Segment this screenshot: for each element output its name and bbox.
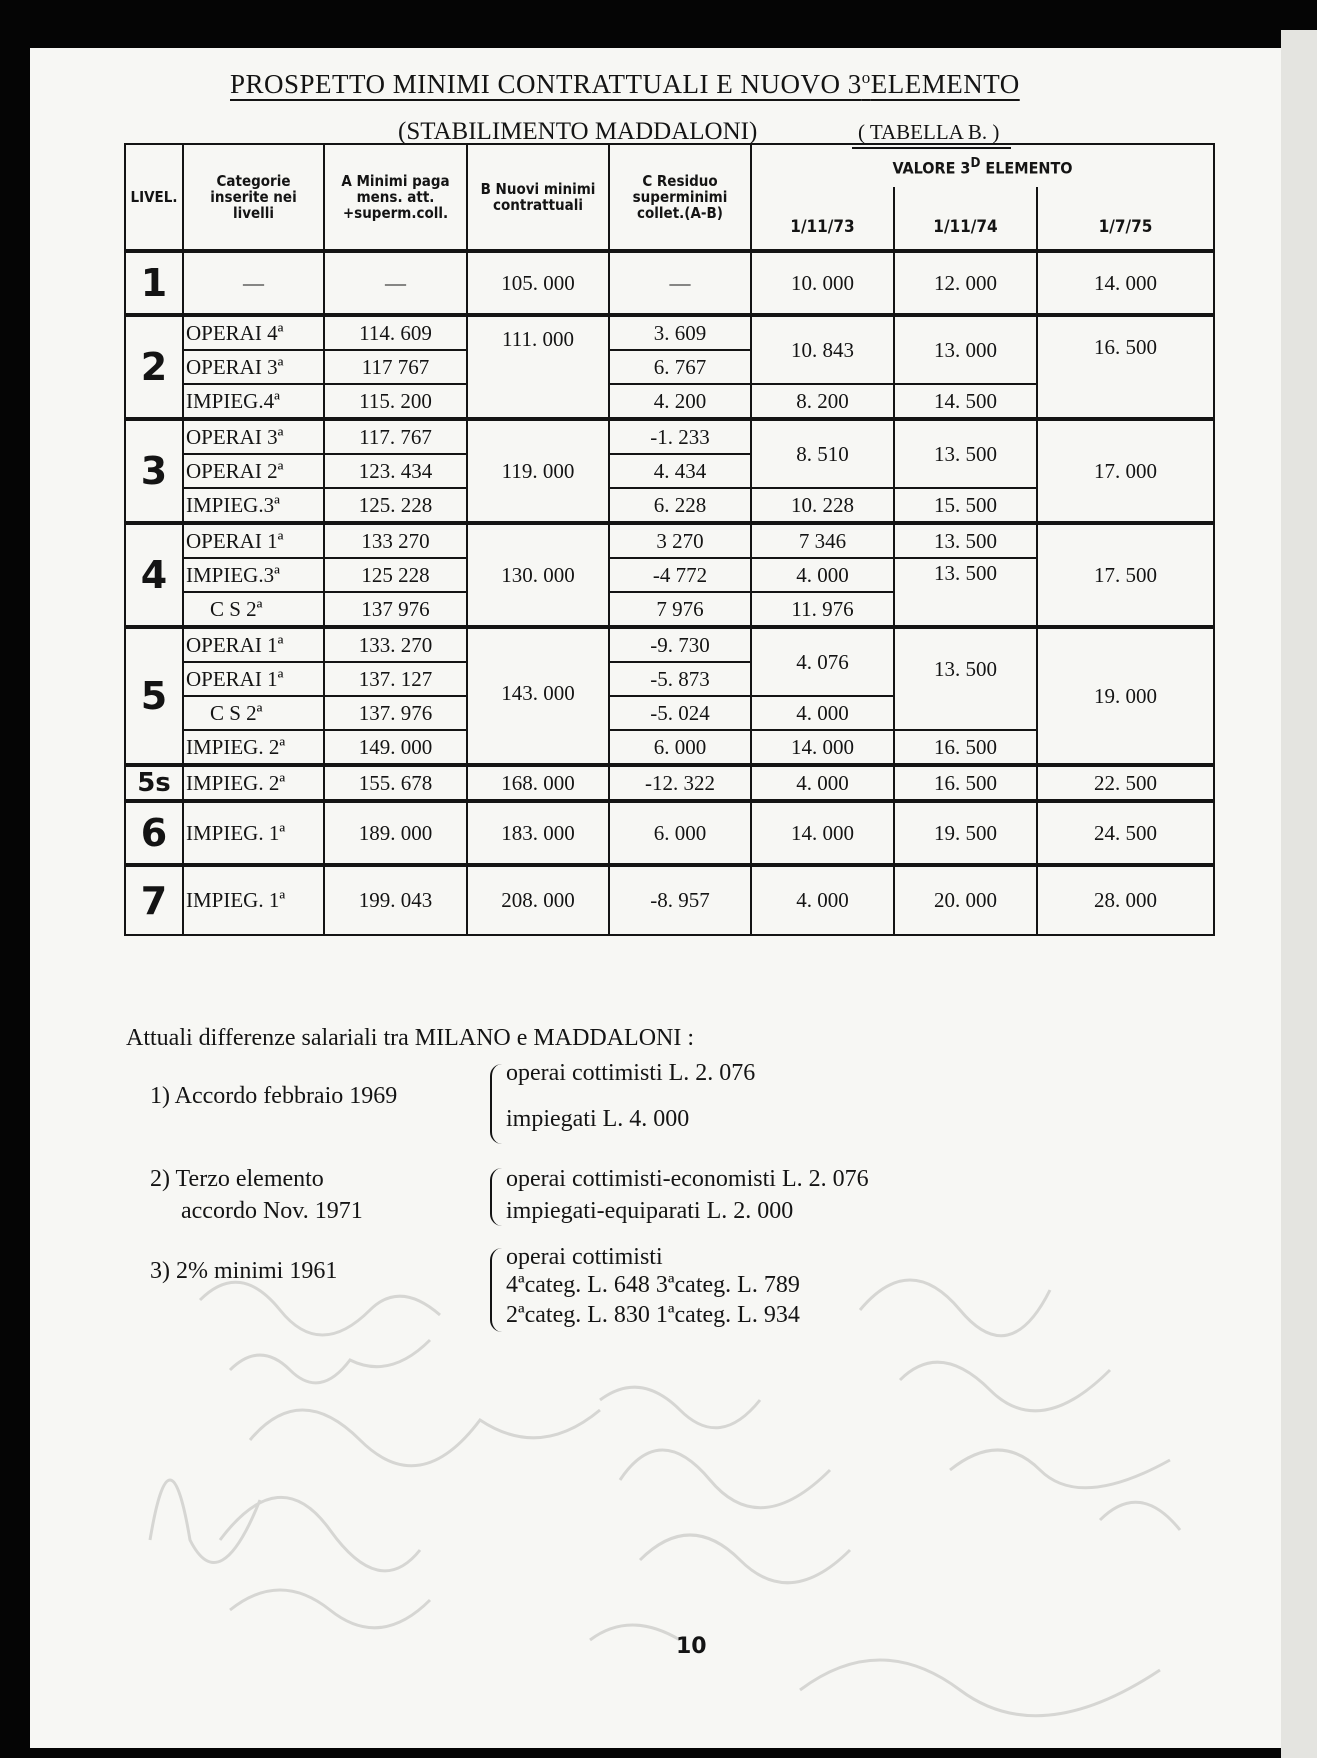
item-2-label: 2) Terzo elemento [150, 1166, 324, 1192]
item-3-header: operai cottimisti [506, 1244, 663, 1270]
a-cell: 114. 609 [324, 315, 467, 350]
category-cell: IMPIEG. 2ª [183, 730, 324, 765]
a-cell: 123. 434 [324, 454, 467, 488]
brace [490, 1168, 502, 1226]
header-categorie: Categorie inserite nei livelli [183, 144, 324, 251]
a-cell: 199. 043 [324, 865, 467, 935]
category-cell: OPERAI 2ª [183, 454, 324, 488]
v2-cell: 13. 500 [894, 523, 1037, 558]
a-cell: 115. 200 [324, 384, 467, 419]
v1-cell: 4. 000 [751, 558, 894, 592]
header-date-3: 1/7/75 [1037, 187, 1214, 251]
level-cell: 5s [125, 765, 183, 801]
header-valore: VALORE $3^D$ ELEMENTO [751, 144, 1214, 187]
v1-cell: 4. 000 [751, 865, 894, 935]
b-cell: 130. 000 [467, 523, 609, 627]
c-cell: 6. 000 [609, 801, 751, 865]
c-cell: -4 772 [609, 558, 751, 592]
header-a: A Minimi paga mens. att. +superm.coll. [324, 144, 467, 251]
header-date-2: 1/11/74 [894, 187, 1037, 251]
v3-cell: 24. 500 [1037, 801, 1214, 865]
v2-cell: 14. 500 [894, 384, 1037, 419]
v1-cell: 4. 000 [751, 765, 894, 801]
c-cell: 3 270 [609, 523, 751, 558]
level-cell: 2 [125, 315, 183, 419]
item-2-label-line2: accordo Nov. 1971 [181, 1198, 363, 1224]
b-cell: 105. 000 [467, 251, 609, 315]
a-cell: 137 976 [324, 592, 467, 627]
v2-cell: 16. 500 [894, 730, 1037, 765]
b-cell: 168. 000 [467, 765, 609, 801]
minimum-wage-table [124, 143, 1215, 936]
item-1-operai: operai cottimisti L. 2. 076 [506, 1060, 756, 1086]
item-1-label: 1) Accordo febbraio 1969 [150, 1083, 398, 1109]
item-3-label: 3) 2% minimi 1961 [150, 1258, 338, 1284]
category-cell: IMPIEG.3ª [183, 488, 324, 523]
item-2-operai: operai cottimisti-economisti L. 2. 076 [506, 1166, 869, 1192]
v3-cell: 16. 500 [1037, 315, 1214, 419]
v1-cell: 8. 510 [751, 419, 894, 488]
header-date-1: 1/11/73 [751, 187, 894, 251]
category-cell: IMPIEG. 1ª [183, 801, 324, 865]
level-cell: 6 [125, 801, 183, 865]
c-cell: — [609, 251, 751, 315]
category-cell: OPERAI 3ª [183, 350, 324, 384]
c-cell: 3. 609 [609, 315, 751, 350]
table-row [125, 523, 1214, 558]
a-cell: 125. 228 [324, 488, 467, 523]
c-cell: -1. 233 [609, 419, 751, 454]
c-cell: -12. 322 [609, 765, 751, 801]
c-cell: 6. 767 [609, 350, 751, 384]
b-cell: 208. 000 [467, 865, 609, 935]
v3-cell: 17. 500 [1037, 523, 1214, 627]
table-row [125, 419, 1214, 454]
v2-cell: 16. 500 [894, 765, 1037, 801]
a-cell: 137. 976 [324, 696, 467, 730]
a-cell: 125 228 [324, 558, 467, 592]
table-header-row [125, 144, 1214, 187]
category-cell: C S 2ª [183, 592, 324, 627]
v2-cell: 13. 500 [894, 419, 1037, 488]
c-cell: -9. 730 [609, 627, 751, 662]
level-cell: 3 [125, 419, 183, 523]
brace [490, 1248, 502, 1332]
a-cell: 117 767 [324, 350, 467, 384]
page-number: 10 [676, 1634, 707, 1659]
a-cell: 133 270 [324, 523, 467, 558]
category-cell: IMPIEG.4ª [183, 384, 324, 419]
v3-cell: 14. 000 [1037, 251, 1214, 315]
brace [490, 1064, 502, 1144]
v1-cell: 10. 228 [751, 488, 894, 523]
b-cell: 119. 000 [467, 419, 609, 523]
v1-cell: 14. 000 [751, 730, 894, 765]
a-cell: 189. 000 [324, 801, 467, 865]
v1-cell: 14. 000 [751, 801, 894, 865]
page-subtitle: (STABILIMENTO MADDALONI) [398, 118, 758, 145]
differences-title: Attuali differenze salariali tra MILANO e MADDALONI : [126, 1025, 695, 1051]
item-1-impiegati: impiegati L. 4. 000 [506, 1106, 690, 1132]
category-cell: OPERAI 1ª [183, 662, 324, 696]
v2-cell: 15. 500 [894, 488, 1037, 523]
v1-cell: 4. 000 [751, 696, 894, 730]
category-cell: IMPIEG. 1ª [183, 865, 324, 935]
table-row [125, 627, 1214, 662]
level-cell: 4 [125, 523, 183, 627]
table-row [125, 765, 1214, 801]
v1-cell: 4. 076 [751, 627, 894, 696]
a-cell: 133. 270 [324, 627, 467, 662]
v2-cell: 19. 500 [894, 801, 1037, 865]
item-3-row-2: 2ªcateg. L. 830 1ªcateg. L. 934 [506, 1302, 800, 1328]
v2-cell: 20. 000 [894, 865, 1037, 935]
level-cell: 5 [125, 627, 183, 765]
b-cell: 183. 000 [467, 801, 609, 865]
header-b: B Nuovi minimi contrattuali [467, 144, 609, 251]
v3-cell: 22. 500 [1037, 765, 1214, 801]
header-livel: LIVEL. [125, 144, 183, 251]
category-cell: IMPIEG. 2ª [183, 765, 324, 801]
c-cell: -8. 957 [609, 865, 751, 935]
table-row [125, 865, 1214, 935]
a-cell: 155. 678 [324, 765, 467, 801]
c-cell: 7 976 [609, 592, 751, 627]
table-row [125, 801, 1214, 865]
c-cell: 4. 200 [609, 384, 751, 419]
c-cell: -5. 024 [609, 696, 751, 730]
c-cell: 4. 434 [609, 454, 751, 488]
level-cell: 1 [125, 251, 183, 315]
v1-cell: 10. 843 [751, 315, 894, 384]
a-cell: 149. 000 [324, 730, 467, 765]
v3-cell: 28. 000 [1037, 865, 1214, 935]
category-cell: OPERAI 3ª [183, 419, 324, 454]
item-3-row-1: 4ªcateg. L. 648 3ªcateg. L. 789 [506, 1272, 800, 1298]
c-cell: -5. 873 [609, 662, 751, 696]
c-cell: 6. 228 [609, 488, 751, 523]
v2-cell: 12. 000 [894, 251, 1037, 315]
category-cell: OPERAI 1ª [183, 627, 324, 662]
category-cell: — [183, 251, 324, 315]
v3-cell: 19. 000 [1037, 627, 1214, 765]
v3-cell: 17. 000 [1037, 419, 1214, 523]
table-row [125, 315, 1214, 350]
v2-cell: 13. 000 [894, 315, 1037, 384]
b-cell: 111. 000 [467, 315, 609, 419]
v1-cell: 10. 000 [751, 251, 894, 315]
table-label: ( TABELLA B. ) [852, 120, 1011, 149]
next-page-edge [1281, 30, 1317, 1758]
header-c: C Residuo superminimi collet.(A-B) [609, 144, 751, 251]
table-row [125, 251, 1214, 315]
level-cell: 7 [125, 865, 183, 935]
category-cell: C S 2ª [183, 696, 324, 730]
v1-cell: 7 346 [751, 523, 894, 558]
category-cell: OPERAI 4ª [183, 315, 324, 350]
b-cell: 143. 000 [467, 627, 609, 765]
a-cell: 117. 767 [324, 419, 467, 454]
v2-cell: 13. 500 [894, 627, 1037, 730]
item-2-impiegati: impiegati-equiparati L. 2. 000 [506, 1198, 794, 1224]
v1-cell: 8. 200 [751, 384, 894, 419]
a-cell: — [324, 251, 467, 315]
category-cell: IMPIEG.3ª [183, 558, 324, 592]
c-cell: 6. 000 [609, 730, 751, 765]
a-cell: 137. 127 [324, 662, 467, 696]
page-title: PROSPETTO MINIMI CONTRATTUALI E NUOVO 3$^o$ELEMENTO [230, 68, 1020, 99]
v1-cell: 11. 976 [751, 592, 894, 627]
category-cell: OPERAI 1ª [183, 523, 324, 558]
v2-cell: 13. 500 [894, 558, 1037, 627]
